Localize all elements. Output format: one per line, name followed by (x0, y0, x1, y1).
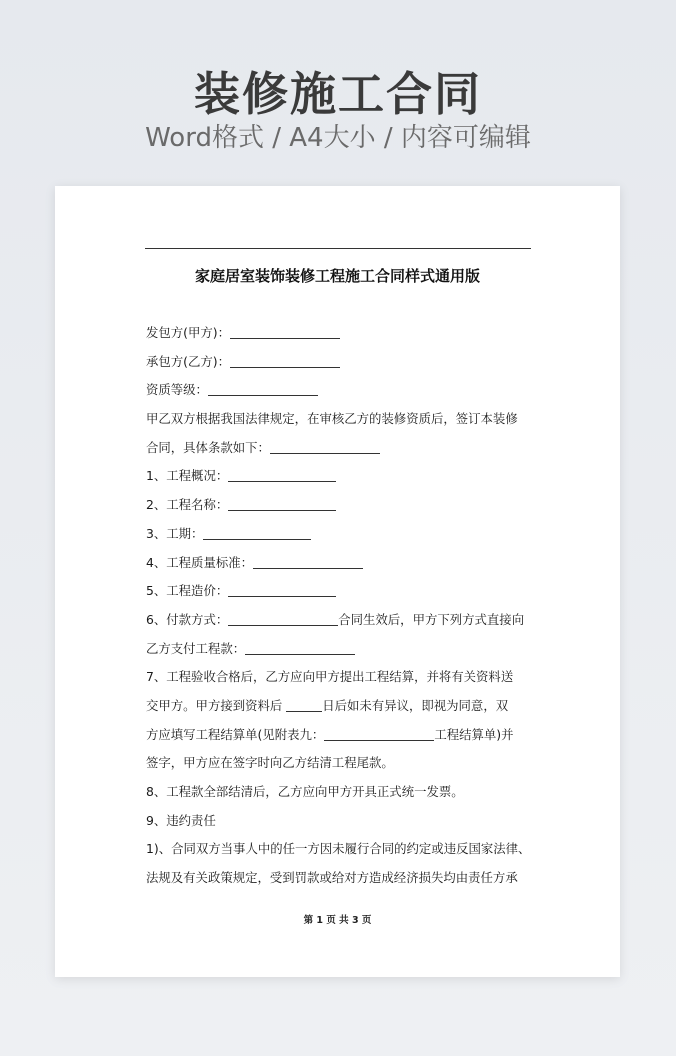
signature-text: 签字，甲方应在签字时向乙方结清工程尾款。 (146, 755, 394, 771)
blank-quality (253, 554, 363, 569)
label-payment: 6、付款方式： (146, 611, 229, 627)
acceptance-text: 7、工程验收合格后，乙方应向甲方提出工程结算，并将有关资料送 (146, 669, 514, 685)
label-cost: 5、工程造价： (146, 583, 229, 599)
text-line-payment-cont (146, 635, 536, 664)
label-duration: 3、工期： (146, 525, 204, 541)
text-line-intro (146, 405, 536, 434)
liability-heading: 9、违约责任 (146, 812, 216, 828)
label-party-a: 发包方(甲方)： (146, 325, 231, 340)
intro-text-cont: 合同，具体条款如下： (146, 439, 270, 455)
blank-cost (228, 582, 336, 597)
blank-settlement (324, 726, 434, 741)
text-line-liability-2 (146, 864, 536, 893)
page-number: 第 1 页 共 3 页 (303, 915, 372, 926)
intro-text: 甲乙双方根据我国法律规定，在审核乙方的装修资质后，签订本装修 (146, 411, 518, 427)
document-body (146, 319, 536, 893)
blank-project-name (228, 496, 336, 511)
label-party-b: 承包方(乙方)： (146, 353, 231, 369)
text-line-intro-cont (146, 434, 536, 463)
blank-overview (228, 467, 336, 482)
label-project-name: 2、工程名称： (146, 497, 229, 513)
header-rule (145, 248, 531, 249)
text-line-duration (146, 520, 536, 549)
banner-title: 装修施工合同 (194, 67, 482, 121)
text-line-cost (146, 577, 536, 606)
document-page (55, 186, 620, 977)
label-payment-amount: 乙方支付工程款： (146, 640, 246, 656)
blank-days (286, 697, 322, 712)
text-line-quality (146, 549, 536, 578)
label-quality: 4、工程质量标准： (146, 554, 254, 570)
text-line-signature (146, 749, 536, 778)
blank-party-a (230, 324, 340, 339)
text-line-qualification (146, 376, 536, 405)
text-line-party-b (146, 348, 536, 377)
blank-duration (203, 525, 311, 540)
text-line-liability (146, 807, 536, 836)
invoice-text: 8、工程款全部结清后，乙方应向甲方开具正式统一发票。 (146, 784, 464, 799)
text-line-acceptance-cont (146, 692, 536, 721)
text-line-overview (146, 462, 536, 491)
text-line-invoice (146, 778, 536, 807)
blank-terms (270, 439, 380, 454)
text-line-party-a (146, 319, 536, 348)
payment-text: 合同生效后，甲方下列方式直接向 (338, 611, 525, 627)
acceptance-text-a: 交甲方。甲方接到资料后 (146, 697, 287, 713)
blank-party-b (230, 353, 340, 368)
liability-text-1: 1)、合同双方当事人中的任一方因未履行合同的约定或违反国家法律、 (146, 841, 531, 857)
label-overview: 1、工程概况： (146, 468, 229, 484)
settlement-text-a: 方应填写工程结算单(见附表九： (146, 726, 325, 742)
banner-subtitle: Word格式 / A4大小 / 内容可编辑 (145, 123, 531, 153)
liability-text-2: 法规及有关政策规定，受到罚款或给对方造成经济损失均由责任方承 (146, 870, 518, 886)
acceptance-text-b: 日后如未有异议，即视为同意，双 (322, 697, 509, 713)
text-line-acceptance (146, 663, 536, 692)
blank-payment-amount (245, 640, 355, 655)
label-qualification: 资质等级： (146, 382, 208, 398)
text-line-liability-1 (146, 835, 536, 864)
blank-qualification (208, 381, 318, 396)
text-line-project-name (146, 491, 536, 520)
text-line-payment (146, 606, 536, 635)
blank-payment (228, 611, 338, 626)
document-title: 家庭居室装饰装修工程施工合同样式通用版 (194, 267, 480, 285)
settlement-text-b: 工程结算单)并 (434, 726, 514, 742)
text-line-settlement (146, 721, 536, 750)
